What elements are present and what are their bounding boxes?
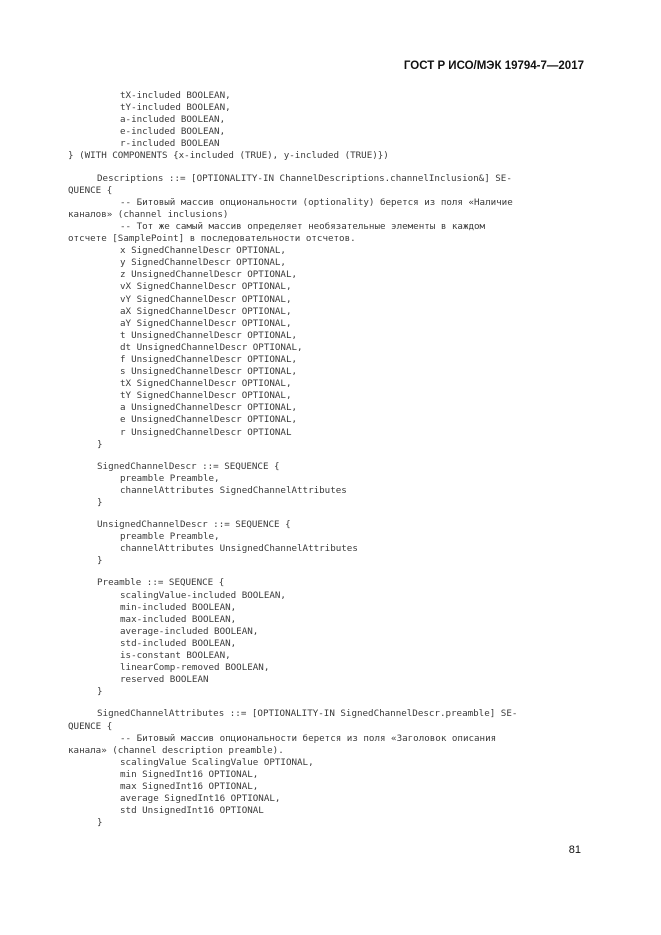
code-line: z UnsignedChannelDescr OPTIONAL,: [120, 269, 298, 281]
code-line: preamble Preamble,: [120, 472, 220, 484]
page-number: 81: [568, 844, 581, 856]
code-line: a UnsignedChannelDescr OPTIONAL,: [120, 402, 298, 414]
code-line: }: [97, 497, 103, 508]
code-line: tY-included BOOLEAN,: [120, 102, 231, 114]
code-line: -- Тот же самый массив определяет необязательные элементы в каждом: [120, 220, 486, 232]
code-line: канала» (channel description preamble).: [68, 744, 284, 756]
code-line: vX SignedChannelDescr OPTIONAL,: [120, 281, 292, 293]
code-line: average-included BOOLEAN,: [120, 625, 259, 637]
code-line: std-included BOOLEAN,: [120, 637, 237, 649]
code-line: каналов» (channel inclusions): [68, 208, 229, 220]
code-line: QUENCE {: [68, 184, 113, 196]
code-line: QUENCE {: [68, 720, 113, 732]
code-line: tX-included BOOLEAN,: [120, 90, 231, 101]
code-line: tY SignedChannelDescr OPTIONAL,: [120, 390, 292, 402]
code-line: aX SignedChannelDescr OPTIONAL,: [120, 305, 292, 317]
code-line: -- Битовый массив опциональности (optionality) берется из поля «Наличие: [120, 196, 513, 208]
code-line: y SignedChannelDescr OPTIONAL,: [120, 257, 286, 269]
code-line: }: [97, 555, 103, 567]
code-line: is-constant BOOLEAN,: [120, 650, 231, 662]
code-line: Preamble ::= SEQUENCE {: [97, 577, 225, 589]
code-line: UnsignedChannelDescr ::= SEQUENCE {: [97, 519, 291, 531]
code-line: channelAttributes UnsignedChannelAttributes: [120, 543, 358, 555]
code-line: }: [97, 686, 103, 698]
code-line: scalingValue-included BOOLEAN,: [120, 589, 286, 601]
code-line: tX SignedChannelDescr OPTIONAL,: [120, 378, 292, 390]
code-line: std UnsignedInt16 OPTIONAL: [120, 805, 264, 817]
code-line: preamble Preamble,: [120, 531, 220, 543]
code-line: Descriptions ::= [OPTIONALITY-IN ChannelDescriptions.channelInclusion&] SE-: [97, 172, 512, 184]
code-line: отсчете [SamplePoint] в последовательности отсчетов.: [68, 233, 356, 245]
code-line: min SignedInt16 OPTIONAL,: [120, 768, 259, 780]
code-line: dt UnsignedChannelDescr OPTIONAL,: [120, 341, 303, 353]
code-line: r-included BOOLEAN: [120, 138, 220, 150]
blank-line: [0, 163, 661, 173]
code-line: linearComp-removed BOOLEAN,: [120, 662, 270, 674]
code-line: SignedChannelDescr ::= SEQUENCE {: [97, 460, 280, 472]
code-line: average SignedInt16 OPTIONAL,: [120, 793, 281, 805]
code-line: } (WITH COMPONENTS {x-included (TRUE), y-included (TRUE)}): [68, 150, 389, 162]
blank-line: [0, 451, 661, 461]
standard-header: ГОСТ Р ИСО/МЭК 19794-7—2017: [403, 60, 584, 72]
blank-line: [0, 567, 661, 577]
code-line: channelAttributes SignedChannelAttributes: [120, 484, 347, 496]
code-line: }: [97, 438, 103, 450]
code-line: }: [97, 817, 103, 829]
code-line: SignedChannelAttributes ::= [OPTIONALITY-IN SignedChannelDescr.preamble] SE-: [97, 708, 518, 720]
code-line: -- Битовый массив опциональности берется из поля «Заголовок описания: [120, 732, 497, 744]
code-line: f UnsignedChannelDescr OPTIONAL,: [120, 353, 298, 365]
code-line: e UnsignedChannelDescr OPTIONAL,: [120, 414, 298, 426]
code-line: e-included BOOLEAN,: [120, 126, 226, 138]
code-line: aY SignedChannelDescr OPTIONAL,: [120, 317, 292, 329]
code-line: x SignedChannelDescr OPTIONAL,: [120, 245, 286, 257]
asn1-code-listing: [0, 90, 661, 829]
code-line: max SignedInt16 OPTIONAL,: [120, 780, 259, 792]
blank-line: [0, 509, 661, 519]
code-line: scalingValue ScalingValue OPTIONAL,: [120, 756, 314, 768]
code-line: r UnsignedChannelDescr OPTIONAL: [120, 426, 292, 438]
code-line: reserved BOOLEAN: [120, 674, 209, 686]
code-line: max-included BOOLEAN,: [120, 613, 237, 625]
code-line: t UnsignedChannelDescr OPTIONAL,: [120, 329, 298, 341]
code-line: vY SignedChannelDescr OPTIONAL,: [120, 293, 292, 305]
code-line: s UnsignedChannelDescr OPTIONAL,: [120, 366, 298, 378]
code-line: a-included BOOLEAN,: [120, 114, 226, 126]
blank-line: [0, 698, 661, 708]
code-line: min-included BOOLEAN,: [120, 601, 237, 613]
